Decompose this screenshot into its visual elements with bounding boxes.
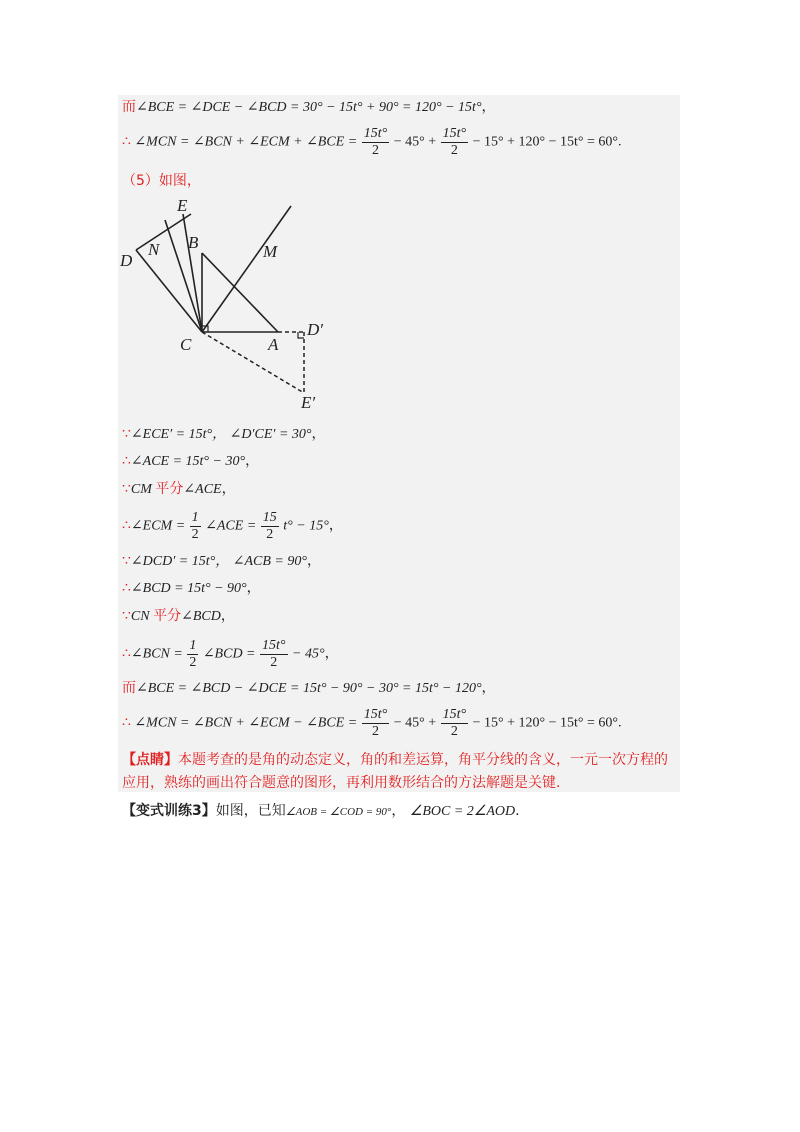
label-n: N bbox=[148, 240, 160, 259]
word-er: 而 bbox=[122, 100, 136, 115]
note-tag: 【点睛】 bbox=[122, 752, 178, 768]
segment-ce-prime bbox=[202, 332, 304, 393]
step-7: ∵CN 平分∠BCD， bbox=[122, 608, 235, 624]
label-m: M bbox=[263, 242, 278, 261]
line-mcn-1: ∴ ∠MCN = ∠BCN + ∠ECM + ∠BCE = $\frac{15t^\circ}{2}$ − 45° + $\frac{15t^\circ}{2}$ − 15° + 120° − 15t° = 60°. bbox=[122, 126, 622, 158]
step-1: ∵∠ECE′ = 15t°， ∠D′CE′ = 30°， bbox=[122, 427, 326, 442]
label-d-prime: D′ bbox=[307, 320, 323, 339]
step-3: ∵CM 平分∠ACE， bbox=[122, 481, 236, 497]
step-10: ∴ ∠MCN = ∠BCN + ∠ECM − ∠BCE = $\frac{15t^\circ}{2}$ − 45° + $\frac{15t^\circ}{2}$ − 15° + 120° − 15t° = 60°. bbox=[122, 707, 622, 739]
step-8: ∴∠BCN = $\frac{1}{2}$ ∠BCD = $\frac{15t^\circ}{2}$ − 45°， bbox=[122, 638, 339, 670]
segment-ce bbox=[183, 214, 202, 332]
part-5-heading: （5）如图， bbox=[122, 173, 201, 189]
fraction: $\frac{15t^\circ}{2}$ bbox=[363, 126, 388, 158]
label-d: D bbox=[120, 251, 133, 270]
step-5: ∵∠DCD′ = 15t°， ∠ACB = 90°， bbox=[122, 554, 321, 569]
variant-tag: 【变式训练3】 bbox=[122, 803, 216, 819]
label-e: E bbox=[177, 196, 188, 215]
label-b: B bbox=[188, 233, 199, 252]
line-bce-1: 而∠BCE = ∠DCE − ∠BCD = 30° − 15t° + 90° = 120° − 15t°， bbox=[122, 100, 496, 115]
dianjing-note bbox=[122, 749, 678, 795]
math-aob-cod: ∠AOB = ∠COD = 90° bbox=[285, 806, 392, 818]
segment-cd bbox=[136, 250, 202, 332]
geometry-figure bbox=[118, 195, 358, 417]
step-6: ∴∠BCD = 15t° − 90°， bbox=[122, 581, 261, 596]
ray-cm bbox=[202, 206, 291, 332]
therefore-symbol: ∴ bbox=[122, 134, 131, 150]
math-boc-aod: ∠BOC = 2∠AOD bbox=[409, 804, 516, 819]
label-a: A bbox=[268, 335, 279, 354]
variant-training-3: 【变式训练3】如图，已知∠AOB = ∠COD = 90°， ∠BOC = 2∠AOD. bbox=[122, 803, 520, 819]
segment-ba bbox=[202, 253, 278, 332]
label-c: C bbox=[180, 335, 192, 354]
math: ∠BCE = ∠DCE − ∠BCD = 30° − 15t° + 90° = 120° − 15t° bbox=[136, 100, 482, 115]
label-e-prime: E′ bbox=[301, 393, 316, 412]
segment-de bbox=[136, 214, 191, 250]
step-9: 而∠BCE = ∠BCD − ∠DCE = 15t° − 90° − 30° = 15t° − 120°， bbox=[122, 681, 496, 696]
note-text: 本题考查的是角的动态定义，角的和差运算，角平分线的含义，一元一次方程的应用，熟练的画出符合题意的图形，再利用数形结合的方法解题是关键. bbox=[122, 752, 668, 791]
step-2: ∴∠ACE = 15t° − 30°， bbox=[122, 454, 260, 469]
step-4: ∴∠ECM = $\frac{1}{2}$ ∠ACE = $\frac{15}{2}$ t° − 15°， bbox=[122, 510, 343, 542]
fraction: $\frac{15t^\circ}{2}$ bbox=[442, 126, 467, 158]
